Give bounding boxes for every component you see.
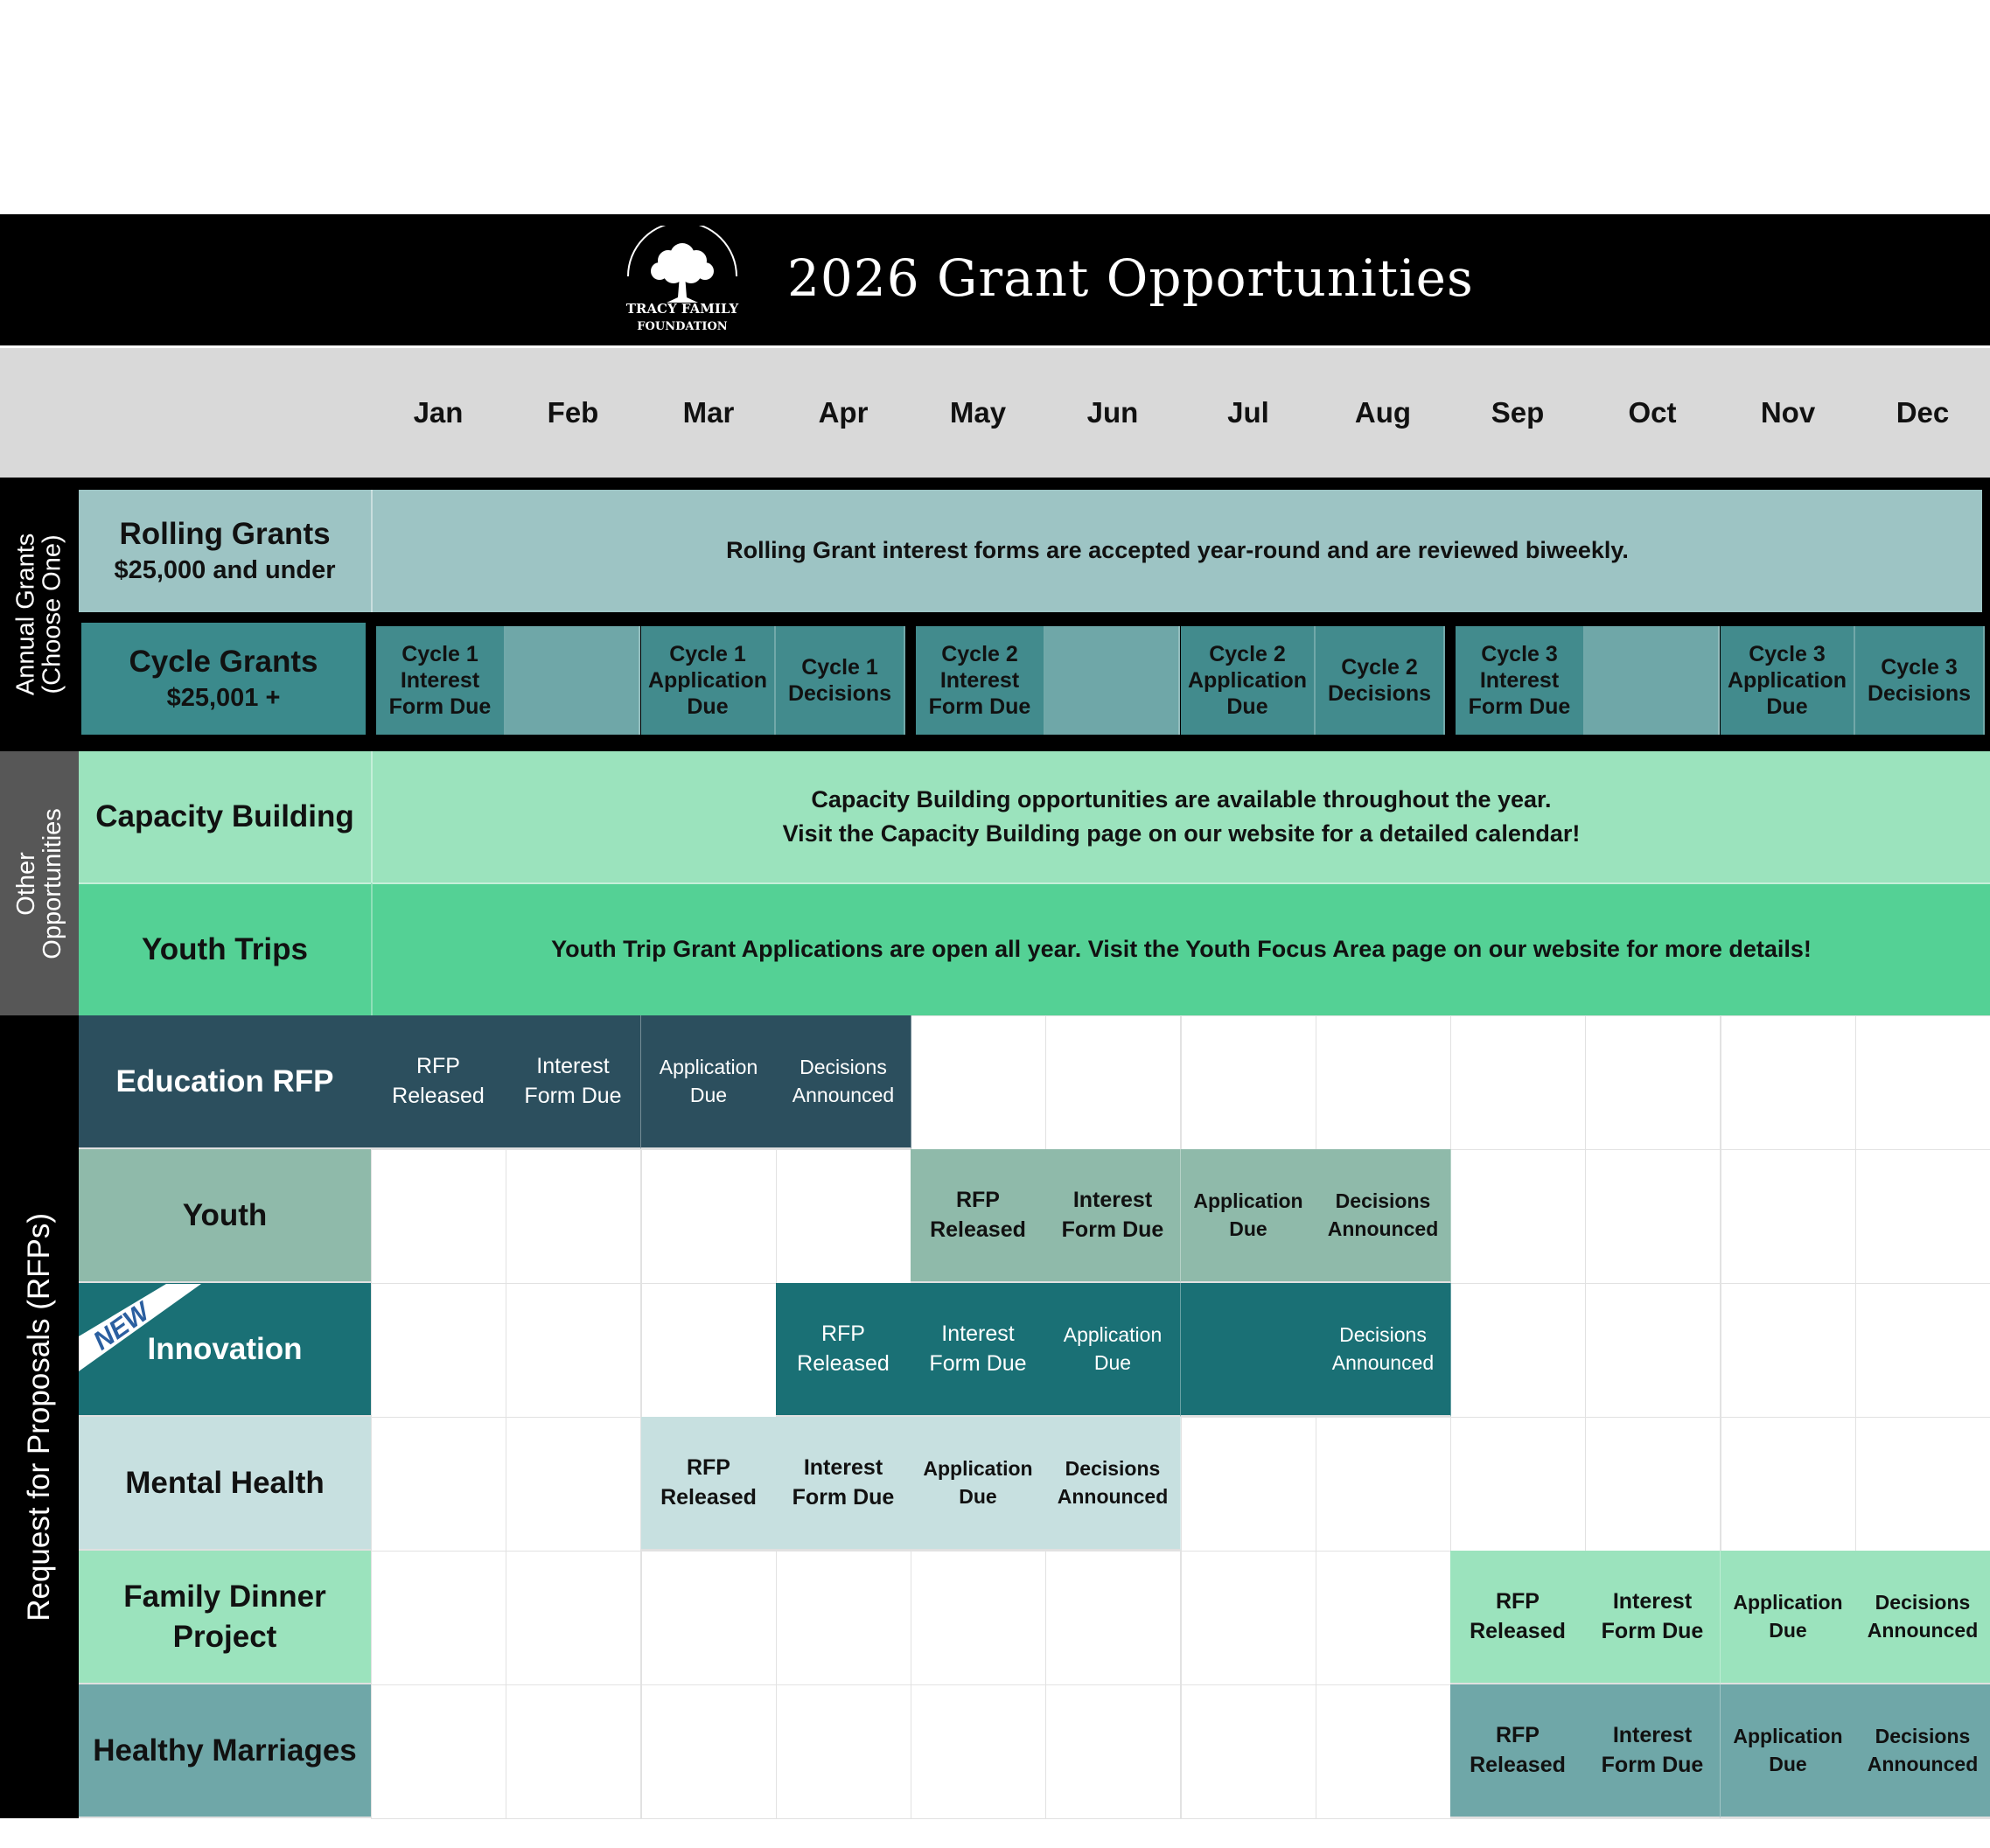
mental-health-rfp-cell: Interest Form Due [776,1417,911,1551]
youth-rfp-label: Youth [79,1149,371,1283]
grid-cell [1045,1684,1181,1819]
grid-cell [1045,1015,1181,1150]
grid-cell [641,1551,777,1685]
youth-rfp-cell: Application Due [1181,1149,1316,1283]
grid-cell [911,1684,1046,1819]
mental-health-rfp-cell: Application Due [911,1417,1046,1551]
grid-cell [1181,1551,1316,1685]
innovation-rfp-label: Innovation [79,1283,371,1417]
grid-cell [506,1417,641,1552]
grid-cell [371,1149,506,1284]
month-header-oct: Oct [1628,396,1677,429]
grid-cell [1450,1015,1586,1150]
grid-cell [1316,1417,1451,1552]
cycle-grants-label [81,623,366,735]
family-dinner-rfp-cell: RFP Released [1450,1551,1586,1684]
family-dinner-rfp-cell: Interest Form Due [1585,1551,1721,1684]
grid-cell [641,1684,777,1819]
grid-cell [911,1015,1046,1150]
section-tab-other [0,751,79,1015]
grid-cell [371,1283,506,1418]
cycle-cell: Cycle 1 Decisions [776,626,905,735]
cycle-cell: Cycle 2 Interest Form Due [916,626,1045,735]
capacity-building-label: Capacity Building [79,751,371,882]
mental-health-rfp-label: Mental Health [79,1417,371,1551]
capacity-building-banner [371,751,1990,882]
innovation-rfp-cell: Decisions Announced [1316,1283,1451,1417]
grid-cell [1045,1551,1181,1685]
family-dinner-rfp-cell: Decisions Announced [1855,1551,1990,1684]
rolling-grants-amount: $25,000 and under [114,555,336,584]
capacity-banner-line-1: Capacity Building opportunities are available throughout the year. [811,785,1552,812]
education-rfp-label: Education RFP [79,1015,371,1149]
rolling-grants-label [79,490,371,612]
month-header-dec: Dec [1896,396,1950,429]
grid-cell [1721,1417,1856,1552]
education-rfp-cell: Application Due [641,1015,777,1149]
new-ribbon [79,1284,201,1371]
grid-cell [1181,1684,1316,1819]
cycle-cell: Cycle 2 Application Due [1181,626,1316,735]
education-rfp-cell: Decisions Announced [776,1015,911,1149]
youth-trips-banner: Youth Trip Grant Applications are open all year. Visit the Youth Focus Area page on our website for more details! [371,882,1990,1015]
section-tab-rfp [0,1015,79,1818]
grid-cell [506,1283,641,1418]
family-dinner-rfp-label: Family Dinner Project [79,1551,371,1684]
grid-cell [1316,1551,1451,1685]
page-title: 2026 Grant Opportunities [787,248,1474,308]
grid-cell [1181,1417,1316,1552]
cycle-cell: Cycle 3 Decisions [1855,626,1985,735]
cycle-cell [1585,626,1720,735]
education-rfp-cell: RFP Released [371,1015,506,1149]
healthy-marriages-rfp-cell: Application Due [1721,1684,1856,1818]
month-header-jul: Jul [1227,396,1269,429]
healthy-marriages-rfp-cell: Decisions Announced [1855,1684,1990,1818]
grid-cell [776,1149,911,1284]
grid-cell [1585,1417,1721,1552]
grid-cell [641,1149,777,1284]
healthy-marriages-rfp-cell: Interest Form Due [1585,1684,1721,1818]
month-header-feb: Feb [547,396,599,429]
innovation-rfp-cell: Application Due [1045,1283,1181,1417]
new-badge-icon [79,1284,201,1371]
grid-cell [911,1551,1046,1685]
rolling-grants-banner: Rolling Grant interest forms are accepted year-round and are reviewed biweekly. [371,490,1982,612]
rolling-grants-title: Rolling Grants [119,517,331,552]
grid-cell [1450,1417,1586,1552]
grid-cell [1855,1417,1990,1552]
cycle-cell: Cycle 1 Application Due [641,626,776,735]
education-rfp-cell: Interest Form Due [506,1015,641,1149]
section-tab-annual [0,478,79,751]
cycle-cell: Cycle 3 Application Due [1721,626,1855,735]
grid-cell [776,1551,911,1685]
foundation-logo [604,226,761,339]
innovation-rfp-cell [1181,1283,1316,1417]
svg-text:NEW: NEW [88,1297,156,1356]
grid-cell [506,1551,641,1685]
grid-cell [506,1684,641,1819]
cycle-grants-title: Cycle Grants [129,645,318,680]
healthy-marriages-rfp-cell: RFP Released [1450,1684,1586,1818]
grid-cell [1450,1283,1586,1418]
grid-cell [1721,1015,1856,1150]
youth-trips-label: Youth Trips [79,882,371,1015]
grid-cell [371,1417,506,1552]
capacity-banner-line-2: Visit the Capacity Building page on our website for a detailed calendar! [782,820,1581,847]
month-header-may: May [949,396,1007,429]
month-header-jan: Jan [413,396,464,429]
svg-text:TRACY FAMILY: TRACY FAMILY [625,301,739,317]
month-header-mar: Mar [682,396,735,429]
month-header-aug: Aug [1354,396,1412,429]
grid-cell [506,1149,641,1284]
grid-cell [1585,1015,1721,1150]
grid-cell [1721,1283,1856,1418]
grid-cell [1181,1015,1316,1150]
grid-cell [1855,1149,1990,1284]
innovation-rfp-cell: RFP Released [776,1283,911,1417]
grid-cell [1585,1283,1721,1418]
innovation-rfp-cell: Interest Form Due [911,1283,1046,1417]
cycle-cell: Cycle 2 Decisions [1316,626,1445,735]
month-header-nov: Nov [1760,396,1816,429]
tree-logo-icon [604,226,761,339]
grid-cell [1316,1684,1451,1819]
month-header-jun: Jun [1086,396,1139,429]
grid-cell [641,1283,777,1418]
svg-text:FOUNDATION: FOUNDATION [637,320,728,333]
grid-cell [1855,1283,1990,1418]
mental-health-rfp-cell: Decisions Announced [1045,1417,1181,1551]
mental-health-rfp-cell: RFP Released [641,1417,777,1551]
month-header-apr: Apr [818,396,869,429]
healthy-marriages-rfp-label: Healthy Marriages [79,1684,371,1818]
family-dinner-rfp-cell: Application Due [1721,1551,1856,1684]
grid-cell [1721,1149,1856,1284]
grid-cell [1316,1015,1451,1150]
cycle-grants-amount: $25,001 + [166,683,281,712]
cycle-cell: Cycle 3 Interest Form Due [1456,626,1585,735]
youth-rfp-cell: RFP Released [911,1149,1046,1283]
section-label-rfp: Request for Proposals (RFPs) [21,1212,56,1621]
section-label-other: Other Opportunities [11,807,66,959]
cycle-cell: Cycle 1 Interest Form Due [376,626,506,735]
grid-cell [1585,1149,1721,1284]
section-label-annual: Annual Grants (Choose One) [11,533,67,696]
grid-cell [371,1684,506,1819]
youth-rfp-cell: Interest Form Due [1045,1149,1181,1283]
cycle-cell [1045,626,1180,735]
youth-rfp-cell: Decisions Announced [1316,1149,1451,1283]
grid-cell [776,1684,911,1819]
grid-cell [1450,1149,1586,1284]
grid-cell [371,1551,506,1685]
grid-cell [1855,1015,1990,1150]
cycle-cell [506,626,640,735]
month-header-sep: Sep [1491,396,1545,429]
